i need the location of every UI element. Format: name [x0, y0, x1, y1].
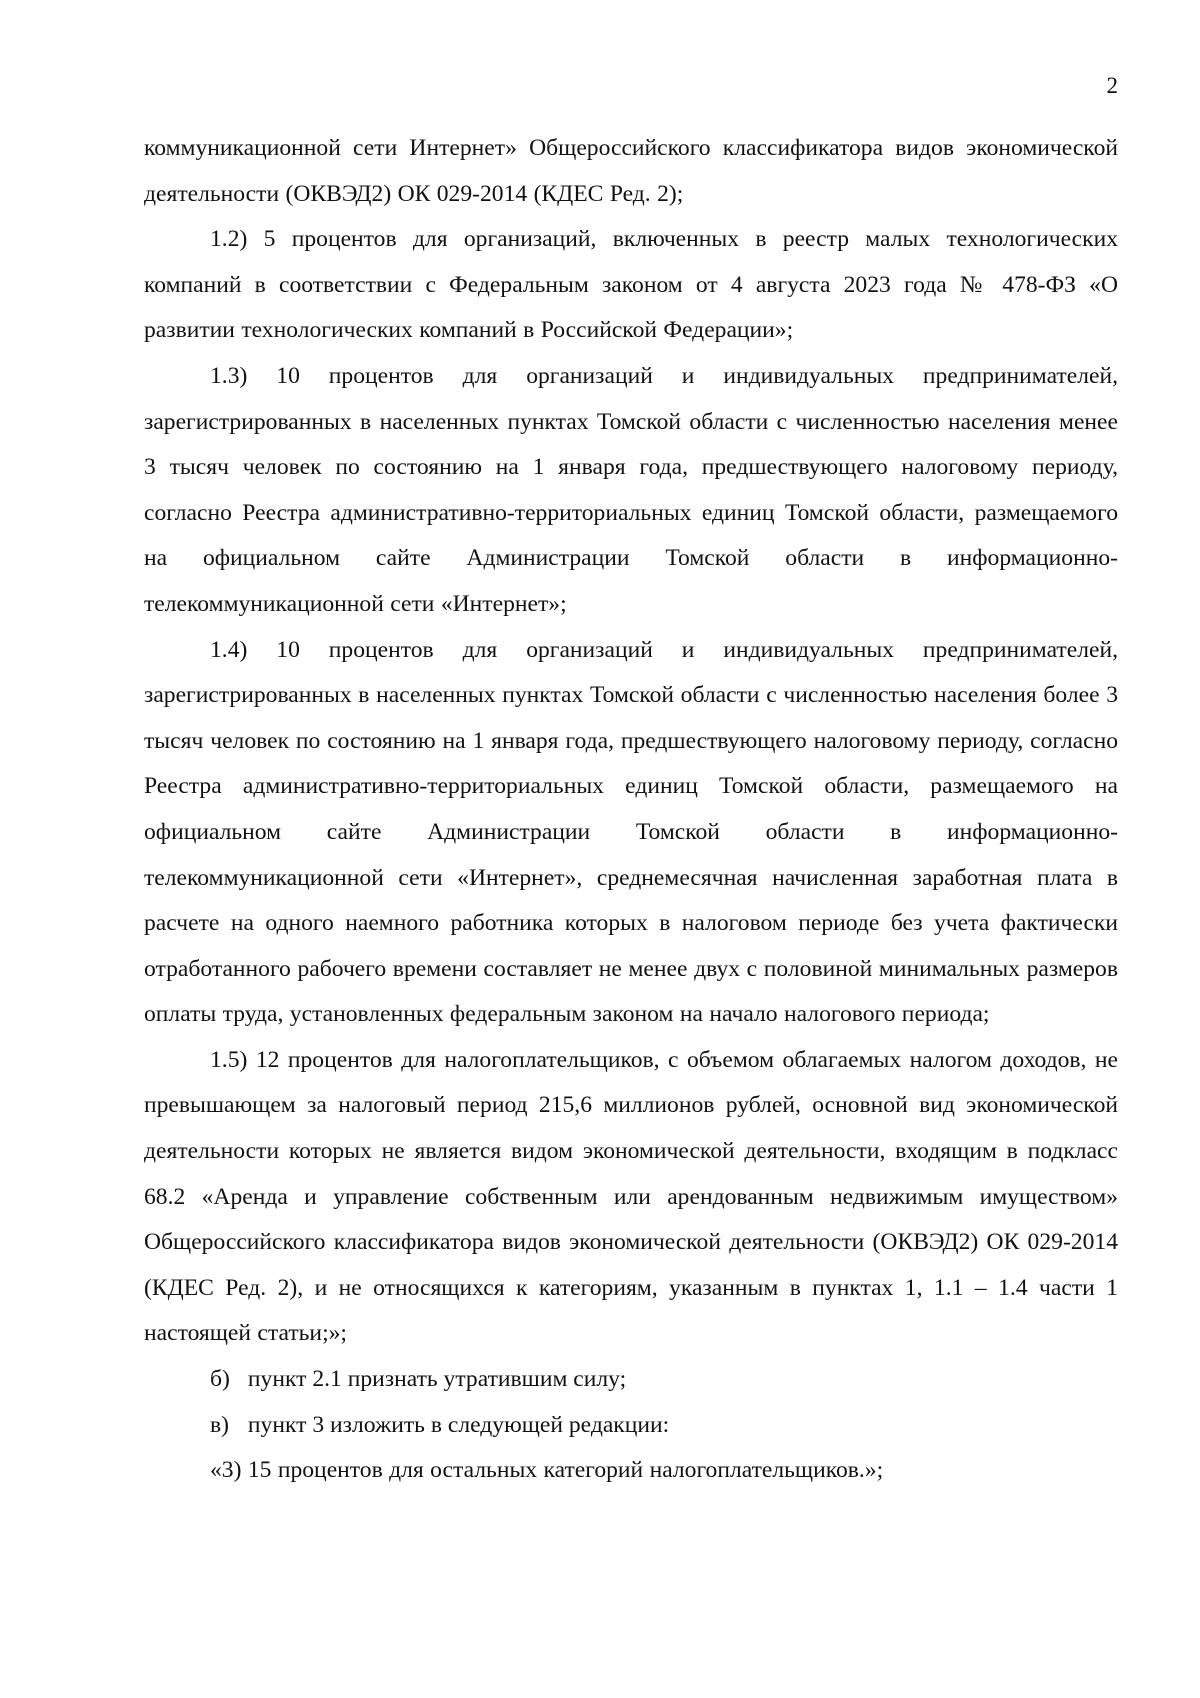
paragraph-continuation: коммуникационной сети Интернет» Общероссийского классификатора видов экономической деятельности (ОКВЭД2) ОК 029-2014 (КДЕС Ред. 2);	[144, 135, 1118, 207]
paragraph-final: «3) 15 процентов для остальных категорий налогоплательщиков.»;	[210, 1457, 884, 1484]
list-item-b	[144, 1357, 1118, 1403]
page-number: 2	[1106, 73, 1118, 98]
paragraph-1-2: 1.2) 5 процентов для организаций, включенных в реестр малых технологических компаний в соответствии с Федеральным законом от 4 августа 2023 года № 478-ФЗ «О развитии технологических компаний в Российской Федерации»;	[144, 226, 1118, 344]
document-body	[144, 126, 1118, 1494]
list-item-text: пункт 2.1 признать утратившим силу;	[247, 1366, 627, 1393]
list-item-v	[144, 1403, 1118, 1449]
list-item-marker: в)	[210, 1411, 229, 1438]
list-item-text: пункт 3 изложить в следующей редакции:	[247, 1411, 670, 1438]
paragraph-1-5: 1.5) 12 процентов для налогоплательщиков, с объемом облагаемых налогом доходов, не превышающем за налоговый период 215,6 миллионов рублей, основной вид экономической деятельности которых не является видом экономической деятельности, входящим в подкласс 68.2 «Аренда и управление собственным или арендованным недвижимым имуществом» Общероссийского классификатора видов экономической деятельности (ОКВЭД2) ОК 029-2014 (КДЕС Ред. 2), и не относящихся к категориям, указанным в пунктах 1, 1.1 – 1.4 части 1 настоящей статьи;»;	[144, 1046, 1118, 1347]
list-item-marker: б)	[210, 1366, 230, 1393]
paragraph-1-3: 1.3) 10 процентов для организаций и индивидуальных предпринимателей, зарегистрированных в населенных пунктах Томской области с численностью населения менее 3 тысяч человек по состоянию на 1 января года, предшествующего налоговому периоду, согласно Реестра административно-территориальных единиц Томской области, размещаемого на официальном сайте Администрации Томской области в информационно-телекоммуникационной сети «Интернет»;	[144, 362, 1118, 617]
paragraph-1-4: 1.4) 10 процентов для организаций и индивидуальных предпринимателей, зарегистрированных в населенных пунктах Томской области с численностью населения более 3 тысяч человек по состоянию на 1 января года, предшествующего налоговому периоду, согласно Реестра административно-территориальных единиц Томской области, размещаемого на официальном сайте Администрации Томской области в информационно-телекоммуникационной сети «Интернет», среднемесячная начисленная заработная плата в расчете на одного наемного работника которых в налоговом периоде без учета фактически отработанного рабочего времени составляет не менее двух с половиной минимальных размеров оплаты труда, установленных федеральным законом на начало налогового периода;	[144, 636, 1118, 1028]
